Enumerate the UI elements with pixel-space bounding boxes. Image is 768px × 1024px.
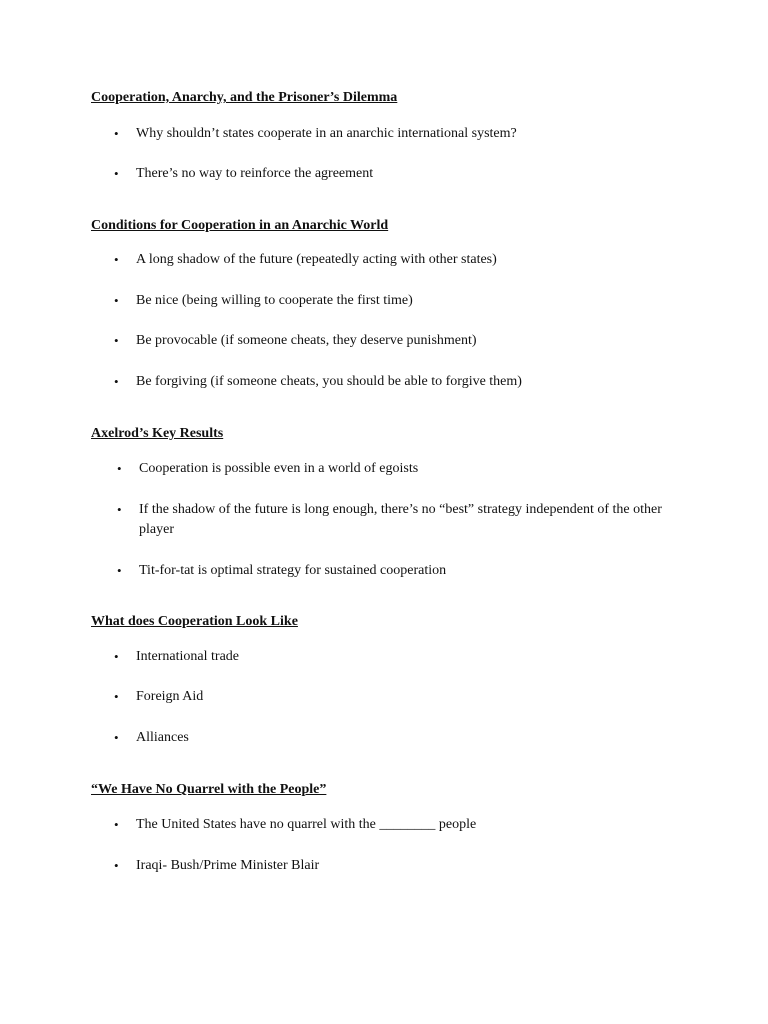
list-item: • Be forgiving (if someone cheats, you should be able to forgive them) — [114, 372, 714, 392]
list-item: • Alliances — [114, 728, 714, 748]
bullet-icon: • — [117, 461, 122, 476]
bullet-icon: • — [117, 502, 122, 517]
section-heading: What does Cooperation Look Like — [91, 614, 298, 629]
list-item: • Be provocable (if someone cheats, they deserve punishment) — [114, 331, 714, 351]
bullet-icon: • — [114, 374, 119, 389]
list-item: • Iraqi- Bush/Prime Minister Blair — [114, 856, 714, 876]
list-item: • The United States have no quarrel with the ________ people — [114, 815, 714, 835]
bullet-icon: • — [114, 333, 119, 348]
bullet-icon: • — [114, 166, 119, 181]
list-item: • Foreign Aid — [114, 687, 714, 707]
list-item: • There’s no way to reinforce the agreement — [114, 164, 714, 184]
bullet-icon: • — [114, 252, 119, 267]
bullet-icon: • — [114, 649, 119, 664]
list-item: • Be nice (being willing to cooperate the first time) — [114, 291, 714, 311]
bullet-icon: • — [114, 293, 119, 308]
list-item: • Tit-for-tat is optimal strategy for sustained cooperation — [117, 561, 717, 581]
bullet-icon: • — [114, 126, 119, 141]
list-item: • A long shadow of the future (repeatedly acting with other states) — [114, 250, 714, 270]
list-item: • International trade — [114, 647, 714, 667]
section-heading: Axelrod’s Key Results — [91, 426, 224, 441]
list-item: • Cooperation is possible even in a world of egoists — [117, 459, 717, 479]
section-heading: Conditions for Cooperation in an Anarchic World — [91, 218, 389, 233]
bullet-icon: • — [117, 563, 122, 578]
bullet-icon: • — [114, 817, 119, 832]
bullet-icon: • — [114, 730, 119, 745]
bullet-icon: • — [114, 858, 119, 873]
section-heading: “We Have No Quarrel with the People” — [91, 782, 327, 797]
list-item: • Why shouldn’t states cooperate in an anarchic international system? — [114, 124, 714, 144]
bullet-icon: • — [114, 689, 119, 704]
section-heading: Cooperation, Anarchy, and the Prisoner’s Dilemma — [91, 90, 398, 105]
list-item: • If the shadow of the future is long enough, there’s no “best” strategy independent of the other player — [117, 500, 717, 540]
